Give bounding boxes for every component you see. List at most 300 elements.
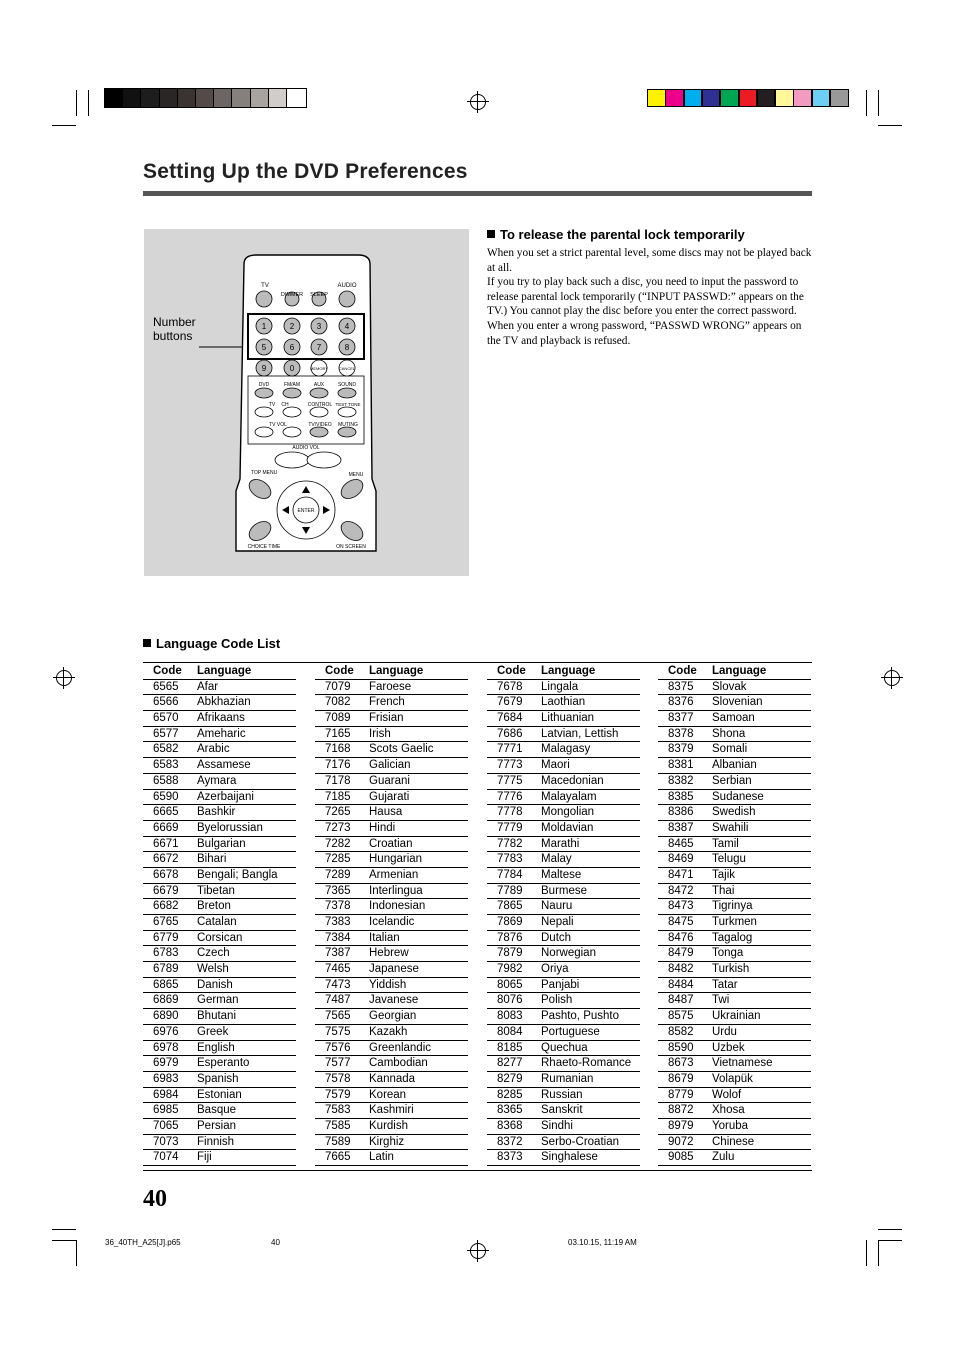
language-name: Urdu — [712, 1025, 737, 1038]
language-code: 7982 — [497, 963, 523, 976]
header-code: Code — [668, 665, 697, 677]
parental-paragraph: When you enter a wrong password, “PASSWD WRONG” appears on the TV and playback is refused. — [487, 319, 802, 347]
language-name: Icelandic — [369, 916, 415, 928]
table-header-row — [143, 664, 296, 680]
gray-swatch — [141, 89, 160, 107]
language-code: 8376 — [668, 696, 694, 709]
parental-paragraph: When you set a strict parental level, some discs may not be played back at all. — [487, 247, 812, 274]
gray-swatch — [269, 89, 288, 107]
language-code: 8484 — [668, 978, 694, 991]
language-code: 6582 — [153, 743, 179, 756]
table-row — [658, 1119, 811, 1135]
table-row — [315, 805, 468, 821]
table-row — [487, 1119, 640, 1135]
remote-label-dimmer: DIMMER — [280, 292, 304, 298]
language-name: Macedonian — [541, 774, 604, 787]
table-row — [315, 1041, 468, 1057]
language-name: Malay — [541, 853, 572, 866]
table-row — [658, 742, 811, 758]
table-row — [315, 1135, 468, 1151]
language-name: Volapük — [712, 1072, 753, 1085]
language-code: 8473 — [668, 900, 694, 913]
table-row — [143, 931, 296, 947]
table-row — [487, 899, 640, 915]
language-code: 7789 — [497, 884, 523, 897]
parental-lock-heading-text: To release the parental lock temporarily — [500, 227, 745, 242]
language-name: Afrikaans — [197, 712, 245, 725]
table-row — [315, 1025, 468, 1041]
language-name: Bihari — [197, 853, 227, 866]
language-name: Azerbaijani — [197, 790, 254, 803]
language-code: 8277 — [497, 1057, 523, 1070]
language-code: 6890 — [153, 1010, 179, 1023]
language-name: Catalan — [197, 916, 237, 928]
language-code: 7383 — [325, 916, 351, 928]
table-row — [315, 899, 468, 915]
table-row — [315, 993, 468, 1009]
language-code: 7487 — [325, 994, 351, 1007]
remote-btn-1: 1 — [261, 322, 267, 331]
remote-label-dvd: DVD — [258, 382, 270, 388]
table-row — [658, 978, 811, 994]
table-row — [143, 805, 296, 821]
language-code: 8679 — [668, 1072, 694, 1085]
language-code: 7089 — [325, 712, 351, 725]
table-row — [487, 931, 640, 947]
language-name: Malayalam — [541, 790, 597, 803]
gray-swatch — [214, 89, 233, 107]
language-code: 7074 — [153, 1151, 179, 1164]
gray-swatch — [232, 89, 251, 107]
language-code: 7577 — [325, 1057, 351, 1070]
table-row — [658, 1056, 811, 1072]
table-row — [143, 915, 296, 931]
table-row — [315, 1103, 468, 1119]
table-bottom-rule — [143, 1170, 812, 1171]
table-row — [658, 1150, 811, 1166]
header-language: Language — [541, 665, 596, 677]
table-row — [658, 1088, 811, 1104]
language-name: Tajik — [712, 868, 736, 881]
language-code: 7784 — [497, 868, 523, 881]
table-row — [143, 962, 296, 978]
language-name: Turkmen — [712, 916, 757, 928]
parental-paragraph: If you try to play back such a disc, you need to input the password to release parental lock temporarily (“INPUT PASSWD:” appears on the TV.) You cannot play the disc before you enter the correct password. — [487, 276, 804, 318]
language-name: Frisian — [369, 712, 404, 725]
language-name: Basque — [197, 1104, 237, 1117]
table-row — [315, 742, 468, 758]
language-name: Panjabi — [541, 978, 580, 991]
gray-swatch — [160, 89, 179, 107]
language-name: Maltese — [541, 868, 582, 881]
table-row — [658, 962, 811, 978]
remote-btn-9: 9 — [261, 364, 267, 373]
table-row — [487, 695, 640, 711]
language-code: 6789 — [153, 963, 179, 976]
language-name: Corsican — [197, 931, 243, 944]
table-row — [487, 1009, 640, 1025]
language-code: 7384 — [325, 931, 351, 944]
language-code: 7082 — [325, 696, 351, 709]
language-code: 7168 — [325, 743, 351, 756]
language-name: Mongolian — [541, 806, 595, 819]
table-row — [143, 680, 296, 696]
remote-label-topmenu: TOP MENU — [251, 470, 278, 476]
table-row — [315, 931, 468, 947]
table-row — [315, 962, 468, 978]
language-name: Swedish — [712, 806, 756, 819]
language-code: 8373 — [497, 1151, 523, 1164]
table-row — [658, 884, 811, 900]
table-row — [658, 727, 811, 743]
language-name: Galician — [369, 759, 411, 772]
language-code: 7779 — [497, 821, 523, 834]
language-code: 6865 — [153, 978, 179, 991]
language-code: 7869 — [497, 916, 523, 928]
header-code: Code — [153, 665, 182, 677]
table-row — [658, 821, 811, 837]
table-row — [487, 868, 640, 884]
language-code: 8084 — [497, 1025, 523, 1038]
language-name: Xhosa — [712, 1104, 745, 1117]
table-row — [315, 1056, 468, 1072]
table-header-row — [315, 664, 468, 680]
table-row — [143, 884, 296, 900]
language-code: 6577 — [153, 727, 179, 740]
table-row — [143, 1150, 296, 1166]
language-name: Indonesian — [369, 900, 426, 913]
table-row — [658, 1009, 811, 1025]
remote-label-sound: SOUND — [337, 382, 357, 388]
language-code: 7778 — [497, 806, 523, 819]
language-name: Tibetan — [197, 884, 235, 897]
table-row — [487, 946, 640, 962]
language-name: Maori — [541, 759, 570, 772]
remote-label-menu: MENU — [348, 472, 364, 478]
table-row — [143, 1119, 296, 1135]
language-code: 8285 — [497, 1088, 523, 1101]
table-row — [487, 1135, 640, 1151]
language-name: Guarani — [369, 774, 410, 787]
remote-btn-3: 3 — [316, 322, 322, 331]
language-code: 7387 — [325, 947, 351, 960]
table-row — [658, 868, 811, 884]
language-code: 6590 — [153, 790, 179, 803]
table-row — [315, 884, 468, 900]
language-name: Javanese — [369, 994, 419, 1007]
table-row — [487, 1056, 640, 1072]
language-code: 7578 — [325, 1072, 351, 1085]
table-row — [487, 1088, 640, 1104]
table-row — [143, 742, 296, 758]
language-code: 6570 — [153, 712, 179, 725]
language-name: Shona — [712, 727, 746, 740]
table-row — [143, 1056, 296, 1072]
table-row — [315, 821, 468, 837]
language-code: 7165 — [325, 727, 351, 740]
table-row — [487, 884, 640, 900]
language-name: Abkhazian — [197, 696, 251, 709]
remote-btn-4: 4 — [344, 322, 350, 331]
language-code: 6976 — [153, 1025, 179, 1038]
language-name: Hebrew — [369, 947, 409, 960]
remote-btn-7: 7 — [316, 343, 322, 352]
language-name: Greenlandic — [369, 1041, 432, 1054]
language-name: Hausa — [369, 806, 403, 819]
language-name: Kirghiz — [369, 1135, 405, 1148]
language-code: 7686 — [497, 727, 523, 740]
language-name: Scots Gaelic — [369, 743, 434, 756]
language-code: 7073 — [153, 1135, 179, 1148]
table-row — [487, 1041, 640, 1057]
table-row — [487, 1150, 640, 1166]
language-code: 8575 — [668, 1010, 694, 1023]
language-name: Nepali — [541, 916, 574, 928]
language-name: Aymara — [197, 774, 237, 787]
table-row — [487, 758, 640, 774]
header-code: Code — [325, 665, 354, 677]
language-name: Quechua — [541, 1041, 588, 1054]
language-code: 8471 — [668, 868, 694, 881]
language-code: 7185 — [325, 790, 351, 803]
language-code: 7679 — [497, 696, 523, 709]
language-name: Thai — [712, 884, 735, 897]
table-row — [658, 711, 811, 727]
language-code: 6566 — [153, 696, 179, 709]
language-code: 8779 — [668, 1088, 694, 1101]
language-name: Moldavian — [541, 821, 594, 834]
table-row — [658, 946, 811, 962]
table-row — [658, 774, 811, 790]
language-code: 8372 — [497, 1135, 523, 1148]
language-code: 7065 — [153, 1119, 179, 1132]
language-code: 6669 — [153, 821, 179, 834]
language-code: 8479 — [668, 947, 694, 960]
table-row — [143, 790, 296, 806]
gray-swatch — [178, 89, 197, 107]
language-code: 7575 — [325, 1025, 351, 1038]
color-swatch — [720, 89, 739, 107]
language-code: 7879 — [497, 947, 523, 960]
header-code: Code — [497, 665, 526, 677]
remote-label-enter: ENTER — [297, 508, 315, 514]
language-code: 6978 — [153, 1041, 179, 1054]
language-code: 7865 — [497, 900, 523, 913]
language-name: Burmese — [541, 884, 588, 897]
remote-label-muting: MUTING — [338, 422, 358, 428]
remote-btn-8: 8 — [344, 343, 350, 352]
table-row — [658, 790, 811, 806]
footer-date: 03.10.15, 11:19 AM — [568, 1238, 637, 1247]
language-code: 8872 — [668, 1104, 694, 1117]
language-name: Cambodian — [369, 1057, 428, 1070]
remote-label-audio: AUDIO — [337, 283, 357, 289]
language-name: Czech — [197, 947, 230, 960]
language-name: Yoruba — [712, 1119, 749, 1132]
remote-label-fmam: FM/AM — [283, 382, 301, 388]
language-code: 8469 — [668, 853, 694, 866]
language-name: Twi — [712, 994, 730, 1007]
remote-label-audiovol: AUDIO VOL — [292, 445, 320, 451]
table-row — [658, 1041, 811, 1057]
remote-btn-0: 0 — [289, 364, 295, 373]
language-name: Gujarati — [369, 790, 410, 803]
table-row — [143, 1072, 296, 1088]
language-name: Kurdish — [369, 1119, 408, 1132]
gray-swatch — [196, 89, 215, 107]
language-name: Portuguese — [541, 1025, 600, 1038]
table-row — [487, 1072, 640, 1088]
language-name: Dutch — [541, 931, 572, 944]
language-name: English — [197, 1041, 235, 1054]
remote-label-ch: CH — [281, 402, 289, 408]
table-row — [487, 1103, 640, 1119]
language-code: 7771 — [497, 743, 523, 756]
language-name: Tonga — [712, 947, 744, 960]
language-code-list-heading-text: Language Code List — [156, 636, 281, 651]
table-row — [143, 1041, 296, 1057]
language-name: Korean — [369, 1088, 407, 1101]
language-code: 8365 — [497, 1104, 523, 1117]
table-row — [143, 695, 296, 711]
language-name: Arabic — [197, 743, 230, 756]
language-name: Ameharic — [197, 727, 246, 740]
table-row — [143, 1135, 296, 1151]
language-name: Latin — [369, 1151, 394, 1164]
table-row — [143, 711, 296, 727]
language-code: 7289 — [325, 868, 351, 881]
language-name: Marathi — [541, 837, 580, 850]
table-row — [487, 1025, 640, 1041]
language-code: 7473 — [325, 978, 351, 991]
table-row — [658, 915, 811, 931]
language-code: 6779 — [153, 931, 179, 944]
table-row — [143, 978, 296, 994]
language-name: Greek — [197, 1025, 229, 1038]
language-code: 8472 — [668, 884, 694, 897]
table-header-row — [658, 664, 811, 680]
remote-label-sleep: SLEEP — [310, 292, 328, 298]
language-name: German — [197, 994, 239, 1007]
language-name: Tatar — [712, 978, 738, 991]
language-name: Hungarian — [369, 853, 423, 866]
language-code: 9072 — [668, 1135, 694, 1148]
table-row — [143, 899, 296, 915]
language-code: 8185 — [497, 1041, 523, 1054]
language-name: Nauru — [541, 900, 573, 913]
language-code: 7576 — [325, 1041, 351, 1054]
table-row — [487, 837, 640, 853]
gray-swatch — [123, 89, 142, 107]
language-code: 6665 — [153, 806, 179, 819]
language-name: Swahili — [712, 821, 749, 834]
header-language: Language — [712, 665, 767, 677]
table-row — [658, 1103, 811, 1119]
language-name: Turkish — [712, 963, 750, 976]
table-row — [487, 915, 640, 931]
table-row — [658, 1135, 811, 1151]
table-row — [315, 1088, 468, 1104]
table-row — [658, 1025, 811, 1041]
language-name: Tagalog — [712, 931, 753, 944]
language-name: Kashmiri — [369, 1104, 414, 1117]
language-name: Breton — [197, 900, 231, 913]
language-name: Irish — [369, 727, 391, 740]
language-name: Welsh — [197, 963, 229, 976]
language-code: 6783 — [153, 947, 179, 960]
color-swatch — [684, 89, 703, 107]
language-code: 8375 — [668, 680, 694, 693]
table-top-rule — [143, 662, 812, 663]
language-name: Lingala — [541, 680, 579, 693]
language-name: Rumanian — [541, 1072, 594, 1085]
table-row — [487, 978, 640, 994]
language-name: Bulgarian — [197, 837, 246, 850]
language-code: 8083 — [497, 1010, 523, 1023]
table-row — [487, 774, 640, 790]
language-code: 8279 — [497, 1072, 523, 1085]
color-swatch — [647, 89, 666, 107]
language-name: Pashto, Pushto — [541, 1010, 619, 1023]
language-name: Samoan — [712, 712, 755, 725]
remote-label-aux: AUX — [313, 382, 325, 388]
language-code: 8385 — [668, 790, 694, 803]
table-row — [487, 727, 640, 743]
gray-swatch — [287, 89, 306, 107]
language-name: Georgian — [369, 1010, 417, 1023]
language-code: 7178 — [325, 774, 351, 787]
language-name: Latvian, Lettish — [541, 727, 619, 740]
remote-label-cancel: CANCEL — [338, 366, 356, 371]
table-row — [315, 852, 468, 868]
table-row — [143, 758, 296, 774]
language-name: Laothian — [541, 696, 586, 709]
language-code: 7783 — [497, 853, 523, 866]
table-row — [658, 931, 811, 947]
footer-page: 40 — [271, 1238, 280, 1247]
table-row — [315, 774, 468, 790]
table-row — [487, 821, 640, 837]
table-row — [658, 993, 811, 1009]
language-code: 6765 — [153, 916, 179, 928]
language-name: Wolof — [712, 1088, 742, 1101]
language-name: Byelorussian — [197, 821, 263, 834]
language-name: Russian — [541, 1088, 583, 1101]
remote-label-tv2: TV — [268, 402, 276, 408]
language-code: 8979 — [668, 1119, 694, 1132]
table-row — [143, 1103, 296, 1119]
table-row — [315, 790, 468, 806]
language-code: 8076 — [497, 994, 523, 1007]
remote-label-tv: TV — [261, 283, 269, 289]
language-name: Kannada — [369, 1072, 416, 1085]
language-name: Fiji — [197, 1151, 212, 1164]
table-row — [315, 680, 468, 696]
language-name: Albanian — [712, 759, 757, 772]
language-column — [487, 664, 640, 1166]
table-row — [143, 946, 296, 962]
language-name: Oriya — [541, 963, 569, 976]
language-code: 8475 — [668, 916, 694, 928]
table-row — [487, 962, 640, 978]
language-name: Tigrinya — [712, 900, 753, 913]
table-row — [487, 711, 640, 727]
color-swatch — [665, 89, 684, 107]
table-row — [315, 758, 468, 774]
language-column — [315, 664, 468, 1166]
remote-btn-5: 5 — [261, 343, 267, 352]
table-row — [143, 774, 296, 790]
